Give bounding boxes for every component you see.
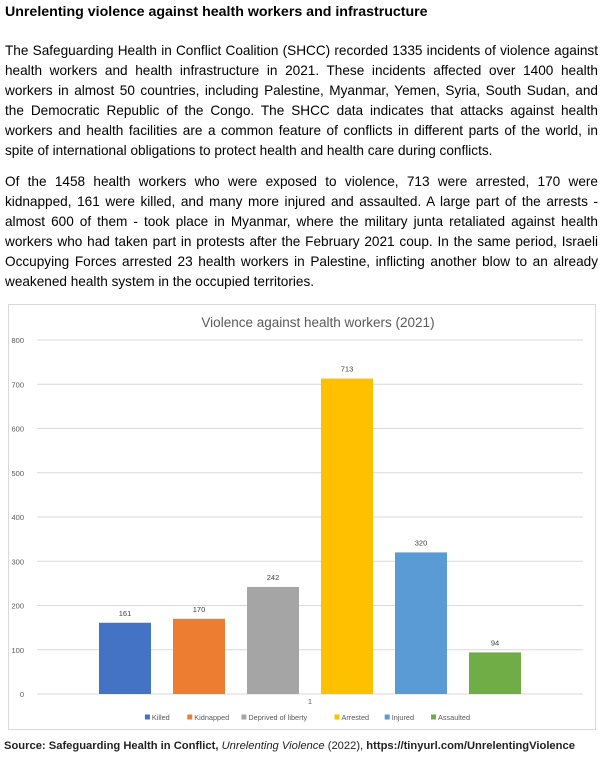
source-url[interactable]: https://tinyurl.com/UnrelentingViolence [366, 740, 575, 752]
legend-label-killed: Killed [151, 713, 170, 722]
legend-label-kidnapped: Kidnapped [194, 713, 230, 722]
data-label-deprived-of-liberty: 242 [266, 572, 280, 582]
chart-title: Violence against health workers (2021) [201, 315, 435, 330]
bar-deprived-of-liberty [247, 587, 299, 694]
x-tick-label: 1 [307, 697, 313, 706]
data-label-killed: 161 [118, 608, 132, 618]
y-tick-label: 800 [11, 336, 24, 345]
data-label-injured: 320 [414, 538, 428, 548]
y-tick-label: 200 [11, 601, 24, 611]
source-year: (2022), [324, 740, 367, 752]
data-label-kidnapped: 170 [192, 604, 206, 614]
bar-arrested [321, 378, 373, 694]
y-tick-label: 700 [11, 380, 24, 390]
bar-injured [395, 552, 447, 694]
bar-chart [9, 305, 595, 729]
legend-swatch-arrested [335, 715, 340, 720]
legend-swatch-injured [385, 715, 390, 720]
y-tick-label: 300 [11, 557, 24, 567]
source-citation [4, 740, 575, 752]
paragraph-2: Of the 1458 health workers who were exposed to violence, 713 were arrested, 170 were kidnapped, 161 were killed, and many more injured and assaulted. A large part of the arrests - almost 600 of them - took place in Myanmar, where the military junta retaliated against health workers who had taken part in protests after the February 2021 coup. In the same period, Israeli Occupying Forces arrested 23 health workers in Palestine, inflicting another blow to an already weakened health system in the occupied territories. [5, 174, 598, 289]
bar-kidnapped [173, 619, 225, 694]
y-tick-label: 400 [11, 513, 24, 522]
source-title: Unrelenting Violence [221, 740, 325, 752]
legend-swatch-kidnapped [187, 715, 192, 720]
data-label-assaulted: 94 [490, 638, 500, 648]
data-label-arrested: 713 [340, 364, 354, 374]
legend-label-arrested: Arrested [341, 713, 370, 722]
y-tick-label: 0 [19, 690, 24, 699]
chart-container [8, 304, 596, 730]
paragraph-1: The Safeguarding Health in Conflict Coalition (SHCC) recorded 1335 incidents of violence against health workers and health infrastructure in 2021. These incidents affected over 1400 health workers in almost 50 countries, including Palestine, Myanmar, Yemen, Syria, South Sudan, and the Democratic Republic of the Congo. The SHCC data indicates that attacks against health workers and health facilities are a common feature of conflicts in different parts of the world, in spite of international obligations to protect health and health care during conflicts. [5, 43, 598, 158]
bar-killed [99, 623, 151, 694]
bar-assaulted [469, 652, 521, 694]
legend-swatch-killed [145, 715, 150, 720]
y-tick-label: 100 [11, 645, 24, 655]
y-tick-label: 600 [11, 424, 24, 434]
source-prefix: Source: Safeguarding Health in Conflict, [4, 740, 222, 752]
legend-label-assaulted: Assaulted [438, 713, 471, 722]
legend-label-deprived-of-liberty: Deprived of liberty [248, 713, 308, 722]
legend-label-injured: Injured [391, 713, 415, 722]
y-tick-label: 500 [11, 468, 24, 478]
legend-swatch-assaulted [431, 715, 436, 720]
article-heading: Unrelenting violence against health workers and infrastructure [5, 4, 428, 20]
legend-swatch-deprived-of-liberty [241, 715, 246, 720]
